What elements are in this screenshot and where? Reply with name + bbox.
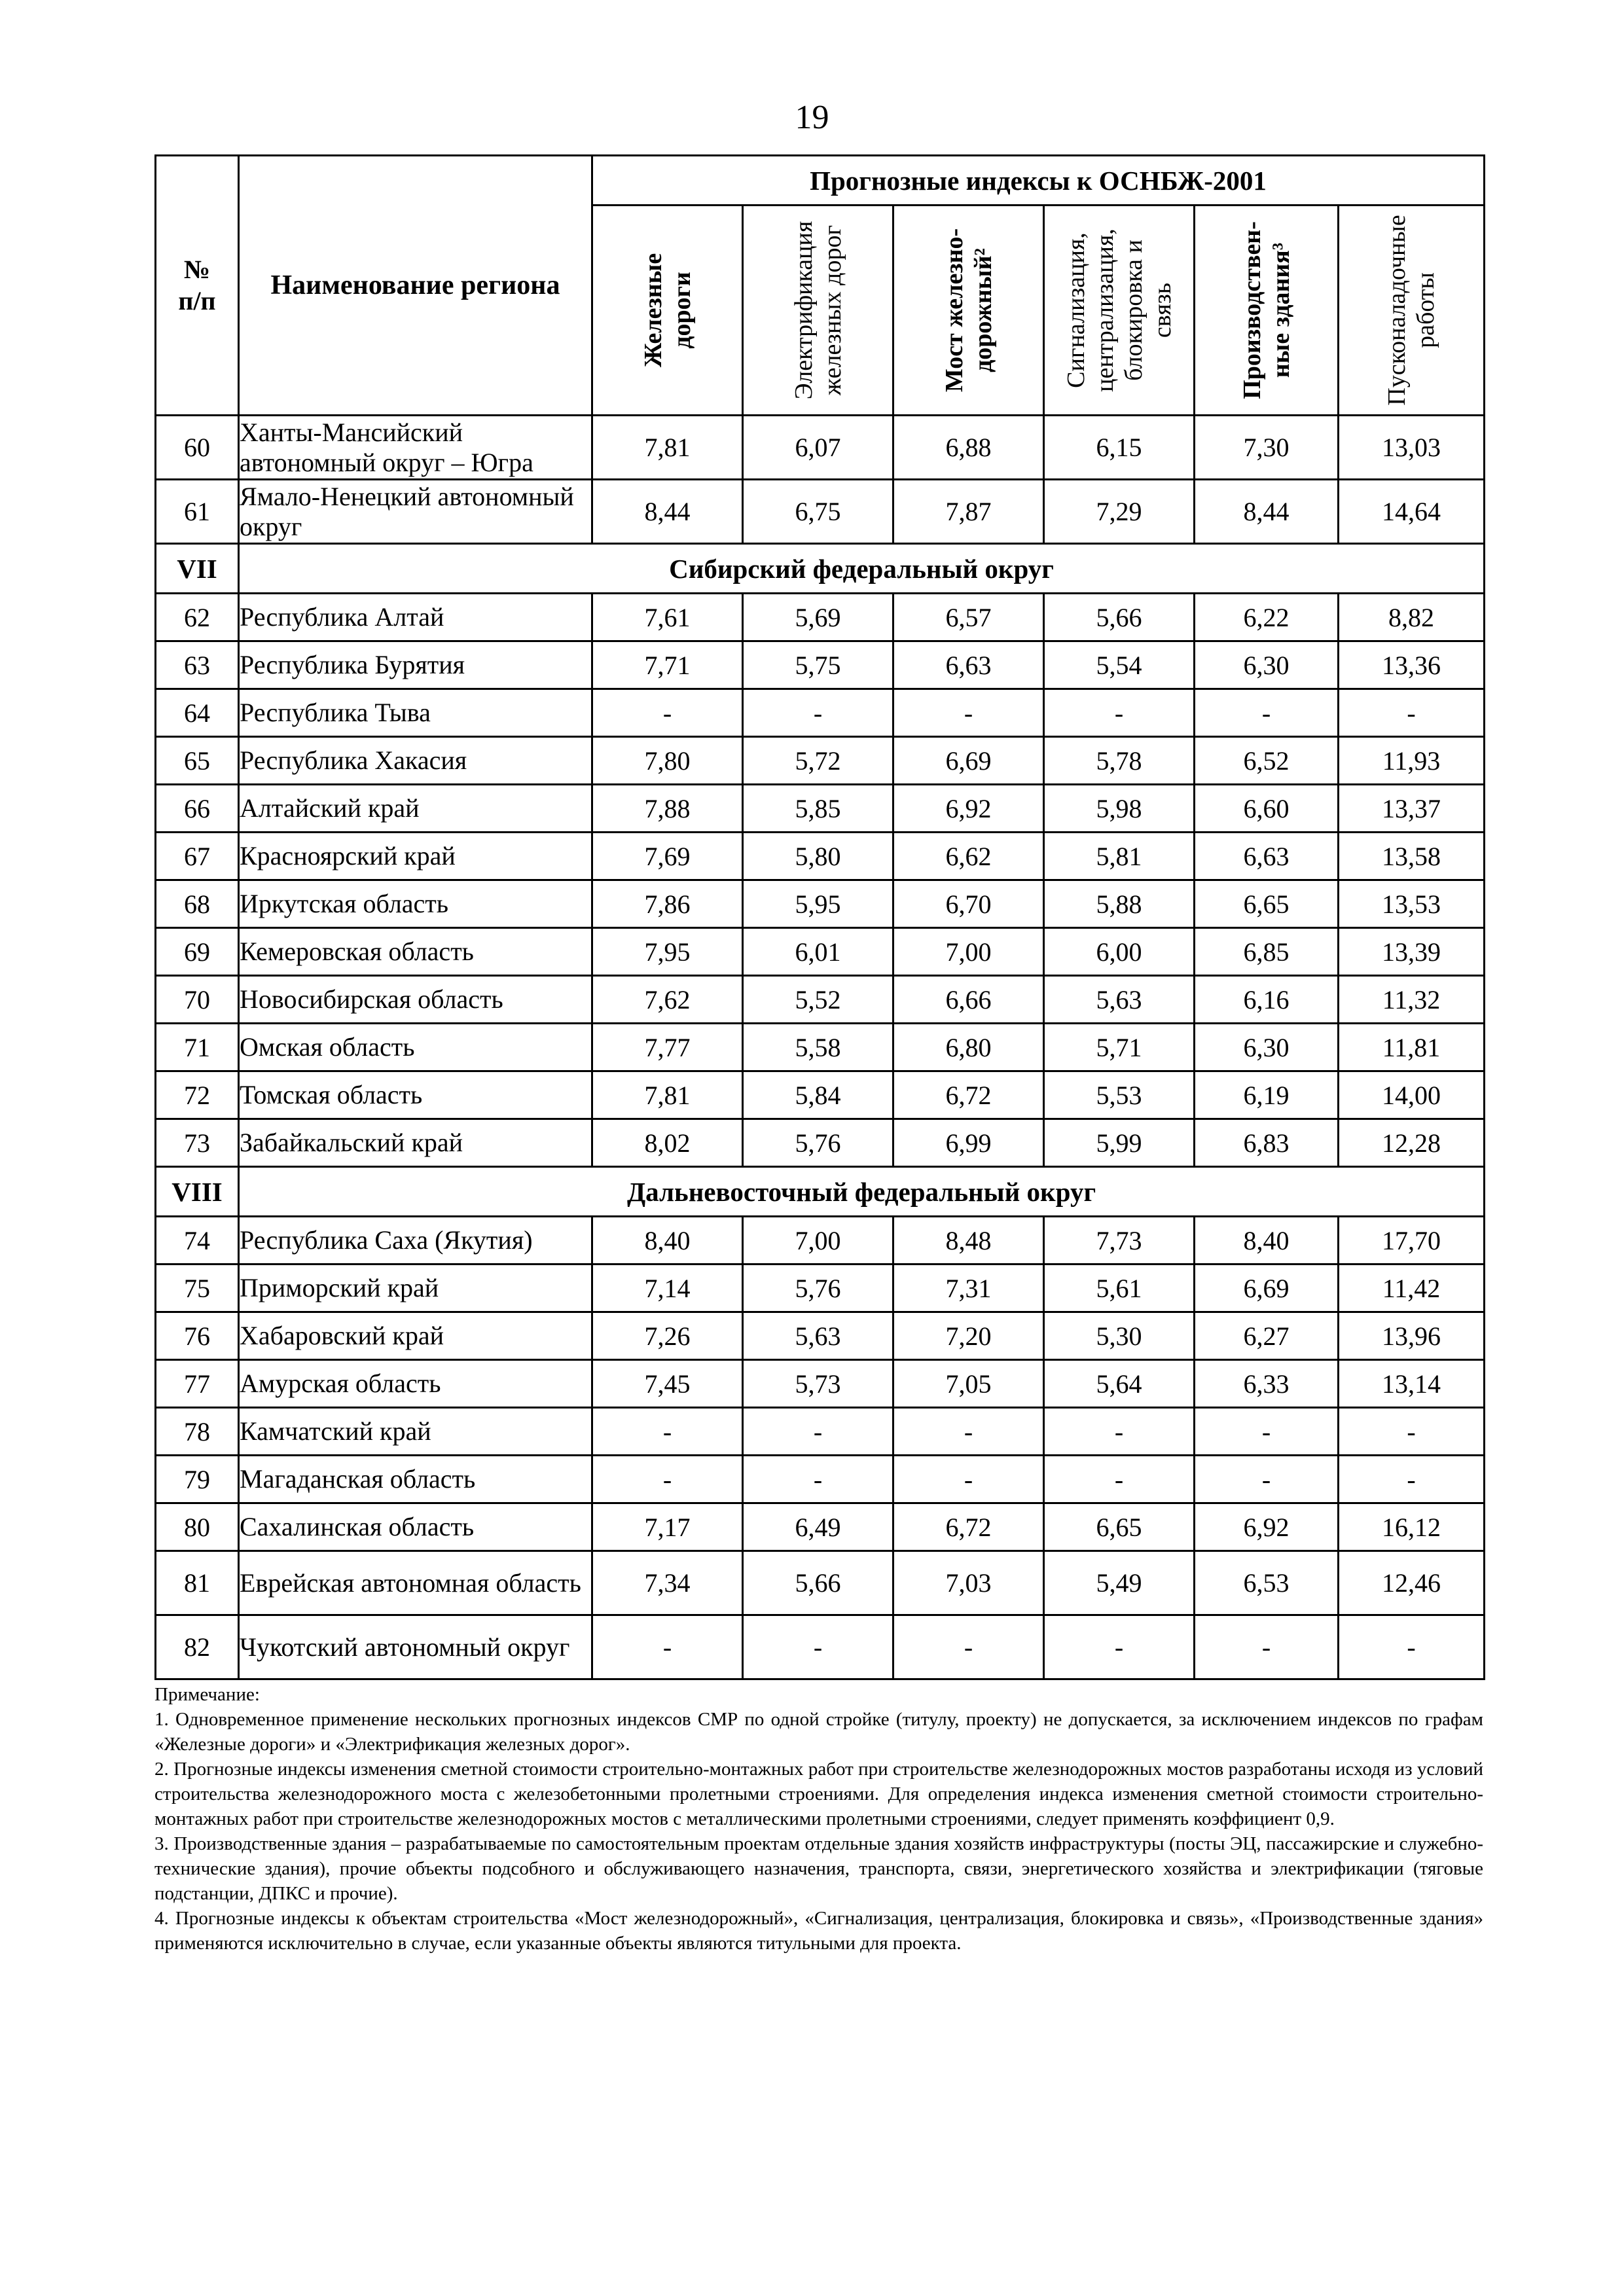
index-value: 6,72 bbox=[893, 1071, 1044, 1119]
index-value: 5,53 bbox=[1044, 1071, 1195, 1119]
index-value: 7,71 bbox=[592, 641, 743, 689]
region-name: Томская область bbox=[239, 1071, 592, 1119]
index-value: 6,92 bbox=[893, 785, 1044, 833]
row-number: 71 bbox=[156, 1024, 239, 1071]
index-value: 8,02 bbox=[592, 1119, 743, 1167]
column-header-label: Электрификация железных дорог bbox=[789, 221, 846, 400]
index-value: 7,20 bbox=[893, 1312, 1044, 1360]
index-value: 5,71 bbox=[1044, 1024, 1195, 1071]
index-value: 6,63 bbox=[893, 641, 1044, 689]
index-value: - bbox=[1339, 1408, 1485, 1456]
index-value: 7,73 bbox=[1044, 1217, 1195, 1265]
index-value: 5,52 bbox=[743, 976, 893, 1024]
index-value: 5,69 bbox=[743, 594, 893, 641]
index-value: 5,75 bbox=[743, 641, 893, 689]
index-value: 6,92 bbox=[1195, 1503, 1339, 1551]
region-name: Приморский край bbox=[239, 1265, 592, 1312]
row-number: 70 bbox=[156, 976, 239, 1024]
row-number: 76 bbox=[156, 1312, 239, 1360]
table-row bbox=[156, 976, 1485, 1024]
index-value: 7,29 bbox=[1044, 480, 1195, 544]
table-row bbox=[156, 1217, 1485, 1265]
section-title: Сибирский федеральный округ bbox=[239, 544, 1485, 594]
index-value: 13,14 bbox=[1339, 1360, 1485, 1408]
index-value: 7,26 bbox=[592, 1312, 743, 1360]
index-value: 7,62 bbox=[592, 976, 743, 1024]
index-value: 6,07 bbox=[743, 416, 893, 480]
region-name: Республика Саха (Якутия) bbox=[239, 1217, 592, 1265]
index-value: - bbox=[592, 1408, 743, 1456]
region-name: Иркутская область bbox=[239, 880, 592, 928]
index-value: 5,30 bbox=[1044, 1312, 1195, 1360]
table-row bbox=[156, 1551, 1485, 1615]
table-row bbox=[156, 1119, 1485, 1167]
table-row bbox=[156, 880, 1485, 928]
index-value: 6,65 bbox=[1044, 1503, 1195, 1551]
index-value: - bbox=[1044, 1456, 1195, 1503]
table-row bbox=[156, 1456, 1485, 1503]
region-name: Красноярский край bbox=[239, 833, 592, 880]
index-value: 6,69 bbox=[1195, 1265, 1339, 1312]
index-value: 6,57 bbox=[893, 594, 1044, 641]
index-value: 13,03 bbox=[1339, 416, 1485, 480]
index-value: 11,42 bbox=[1339, 1265, 1485, 1312]
index-value: 5,76 bbox=[743, 1265, 893, 1312]
table-row bbox=[156, 480, 1485, 544]
index-value: 8,40 bbox=[592, 1217, 743, 1265]
region-name: Камчатский край bbox=[239, 1408, 592, 1456]
row-number: 80 bbox=[156, 1503, 239, 1551]
index-value: - bbox=[743, 1615, 893, 1679]
index-value: - bbox=[1339, 689, 1485, 737]
table-row bbox=[156, 1312, 1485, 1360]
table-row bbox=[156, 1408, 1485, 1456]
index-value: 6,75 bbox=[743, 480, 893, 544]
row-number: 63 bbox=[156, 641, 239, 689]
column-header-label: Производствен-ные здания³ bbox=[1238, 221, 1295, 399]
index-value: 7,34 bbox=[592, 1551, 743, 1615]
index-value: - bbox=[893, 1408, 1044, 1456]
region-name: Новосибирская область bbox=[239, 976, 592, 1024]
row-number: 81 bbox=[156, 1551, 239, 1615]
index-value: - bbox=[592, 689, 743, 737]
column-header-number bbox=[156, 156, 239, 416]
row-number: 60 bbox=[156, 416, 239, 480]
index-value: 6,99 bbox=[893, 1119, 1044, 1167]
column-header-3 bbox=[893, 206, 1044, 416]
index-value: 6,33 bbox=[1195, 1360, 1339, 1408]
index-value: 13,96 bbox=[1339, 1312, 1485, 1360]
group-header-forecast-indices: Прогнозные индексы к ОСНБЖ-2001 bbox=[592, 156, 1485, 206]
index-value: 5,98 bbox=[1044, 785, 1195, 833]
row-number: 65 bbox=[156, 737, 239, 785]
index-value: 6,69 bbox=[893, 737, 1044, 785]
section-row bbox=[156, 544, 1485, 594]
column-header-1 bbox=[592, 206, 743, 416]
table-row bbox=[156, 416, 1485, 480]
column-header-label: Мост железно-дорожный² bbox=[940, 228, 997, 393]
index-value: 6,62 bbox=[893, 833, 1044, 880]
index-value: 5,80 bbox=[743, 833, 893, 880]
index-value: 6,88 bbox=[893, 416, 1044, 480]
index-value: - bbox=[1195, 1456, 1339, 1503]
notes-title: Примечание: bbox=[154, 1684, 260, 1705]
index-value: 6,15 bbox=[1044, 416, 1195, 480]
section-title: Дальневосточный федеральный округ bbox=[239, 1167, 1485, 1217]
note-1: 1. Одновременное применение нескольких прогнозных индексов СМР по одной стройке (титулу, проекту) не допускается, за исключением индексов по графам «Железные дороги» и «Электрификация железных дорог». bbox=[154, 1709, 1483, 1755]
table-row bbox=[156, 1024, 1485, 1071]
index-value: 5,63 bbox=[1044, 976, 1195, 1024]
region-name: Республика Тыва bbox=[239, 689, 592, 737]
index-value: 6,52 bbox=[1195, 737, 1339, 785]
index-value: 13,36 bbox=[1339, 641, 1485, 689]
index-value: 6,63 bbox=[1195, 833, 1339, 880]
index-value: - bbox=[893, 1615, 1044, 1679]
table-row bbox=[156, 1265, 1485, 1312]
row-number: 72 bbox=[156, 1071, 239, 1119]
region-name: Кемеровская область bbox=[239, 928, 592, 976]
table-row bbox=[156, 1071, 1485, 1119]
row-number: 77 bbox=[156, 1360, 239, 1408]
region-name: Сахалинская область bbox=[239, 1503, 592, 1551]
table-row bbox=[156, 594, 1485, 641]
note-3: 3. Производственные здания – разрабатываемые по самостоятельным проектам отдельные здания хозяйств инфраструктуры (посты ЭЦ, пассажирские и служебно-технические здания), прочие объекты подсобного и обслуживающего назначения, транспорта, связи, энергетического хозяйства и электрификации (тяговые подстанции, ДПКС и прочие). bbox=[154, 1833, 1483, 1904]
section-row bbox=[156, 1167, 1485, 1217]
index-value: 14,00 bbox=[1339, 1071, 1485, 1119]
region-name: Алтайский край bbox=[239, 785, 592, 833]
row-number: 82 bbox=[156, 1615, 239, 1679]
index-value: 7,14 bbox=[592, 1265, 743, 1312]
index-value: 5,49 bbox=[1044, 1551, 1195, 1615]
column-header-5 bbox=[1195, 206, 1339, 416]
region-name: Амурская область bbox=[239, 1360, 592, 1408]
index-value: - bbox=[743, 689, 893, 737]
index-value: 5,61 bbox=[1044, 1265, 1195, 1312]
index-value: - bbox=[1195, 1408, 1339, 1456]
index-value: 11,32 bbox=[1339, 976, 1485, 1024]
index-value: 6,83 bbox=[1195, 1119, 1339, 1167]
index-value: 7,05 bbox=[893, 1360, 1044, 1408]
index-value: 6,01 bbox=[743, 928, 893, 976]
index-value: - bbox=[1339, 1456, 1485, 1503]
index-value: 5,88 bbox=[1044, 880, 1195, 928]
row-number: 73 bbox=[156, 1119, 239, 1167]
index-value: - bbox=[893, 1456, 1044, 1503]
index-value: - bbox=[592, 1456, 743, 1503]
region-name: Ханты-Мансийский автономный округ – Югра bbox=[239, 416, 592, 480]
index-value: 13,39 bbox=[1339, 928, 1485, 976]
region-name: Магаданская область bbox=[239, 1456, 592, 1503]
index-value: 7,03 bbox=[893, 1551, 1044, 1615]
region-name: Чукотский автономный округ bbox=[239, 1615, 592, 1679]
index-value: 6,65 bbox=[1195, 880, 1339, 928]
index-value: 5,78 bbox=[1044, 737, 1195, 785]
region-name: Омская область bbox=[239, 1024, 592, 1071]
index-value: 6,30 bbox=[1195, 641, 1339, 689]
row-number: 68 bbox=[156, 880, 239, 928]
index-value: - bbox=[1044, 1615, 1195, 1679]
index-value: 7,95 bbox=[592, 928, 743, 976]
index-value: 6,60 bbox=[1195, 785, 1339, 833]
index-value: 5,99 bbox=[1044, 1119, 1195, 1167]
index-value: 7,31 bbox=[893, 1265, 1044, 1312]
region-name: Хабаровский край bbox=[239, 1312, 592, 1360]
index-value: 7,81 bbox=[592, 1071, 743, 1119]
index-value: - bbox=[743, 1408, 893, 1456]
index-value: 6,22 bbox=[1195, 594, 1339, 641]
index-value: - bbox=[893, 689, 1044, 737]
index-value: 11,93 bbox=[1339, 737, 1485, 785]
index-table bbox=[154, 154, 1485, 1680]
table-row bbox=[156, 641, 1485, 689]
row-number: 78 bbox=[156, 1408, 239, 1456]
section-number: VII bbox=[156, 544, 239, 594]
index-value: 5,64 bbox=[1044, 1360, 1195, 1408]
index-value: 7,69 bbox=[592, 833, 743, 880]
column-header-label: Пусконаладочные работы bbox=[1383, 215, 1439, 406]
index-value: 6,00 bbox=[1044, 928, 1195, 976]
index-value: - bbox=[743, 1456, 893, 1503]
row-number: 62 bbox=[156, 594, 239, 641]
table-row bbox=[156, 737, 1485, 785]
note-2: 2. Прогнозные индексы изменения сметной стоимости строительно-монтажных работ при строительстве железнодорожных мостов разработаны исходя из условий строительства железнодорожного моста с железобетонными пролетными строениями. Для определения индекса изменения сметной стоимости строительно-монтажных работ при строительстве железнодорожных мостов с металлическими пролетными строениями, следует применять коэффициент 0,9. bbox=[154, 1759, 1483, 1829]
index-value: - bbox=[1044, 689, 1195, 737]
index-value: 13,37 bbox=[1339, 785, 1485, 833]
column-header-label: Железные дороги bbox=[639, 253, 696, 368]
row-number: 64 bbox=[156, 689, 239, 737]
row-number: 67 bbox=[156, 833, 239, 880]
index-value: 5,76 bbox=[743, 1119, 893, 1167]
index-value: 5,66 bbox=[743, 1551, 893, 1615]
section-number: VIII bbox=[156, 1167, 239, 1217]
index-value: 5,81 bbox=[1044, 833, 1195, 880]
column-header-4 bbox=[1044, 206, 1195, 416]
index-value: 5,95 bbox=[743, 880, 893, 928]
index-value: - bbox=[1195, 689, 1339, 737]
index-value: - bbox=[1195, 1615, 1339, 1679]
index-value: 8,44 bbox=[1195, 480, 1339, 544]
table-row bbox=[156, 1503, 1485, 1551]
row-number: 66 bbox=[156, 785, 239, 833]
index-value: 6,66 bbox=[893, 976, 1044, 1024]
region-name: Еврейская автономная область bbox=[239, 1551, 592, 1615]
row-number: 79 bbox=[156, 1456, 239, 1503]
table-row bbox=[156, 928, 1485, 976]
region-name: Забайкальский край bbox=[239, 1119, 592, 1167]
index-value: 7,17 bbox=[592, 1503, 743, 1551]
region-name: Республика Хакасия bbox=[239, 737, 592, 785]
row-number: 61 bbox=[156, 480, 239, 544]
index-value: 6,70 bbox=[893, 880, 1044, 928]
row-number: 74 bbox=[156, 1217, 239, 1265]
column-header-label: Сигнализация, централизация, блокировка и связь bbox=[1062, 228, 1176, 392]
column-header-2 bbox=[743, 206, 893, 416]
table-row bbox=[156, 689, 1485, 737]
row-number: 75 bbox=[156, 1265, 239, 1312]
index-value: 16,12 bbox=[1339, 1503, 1485, 1551]
index-value: 6,53 bbox=[1195, 1551, 1339, 1615]
index-value: 7,80 bbox=[592, 737, 743, 785]
index-value: 6,27 bbox=[1195, 1312, 1339, 1360]
index-value: 5,72 bbox=[743, 737, 893, 785]
index-value: 5,84 bbox=[743, 1071, 893, 1119]
index-value: 6,16 bbox=[1195, 976, 1339, 1024]
index-value: 14,64 bbox=[1339, 480, 1485, 544]
index-value: 7,61 bbox=[592, 594, 743, 641]
index-value: 7,87 bbox=[893, 480, 1044, 544]
column-header-6 bbox=[1339, 206, 1485, 416]
index-value: 5,58 bbox=[743, 1024, 893, 1071]
index-value: 7,86 bbox=[592, 880, 743, 928]
index-value: 7,77 bbox=[592, 1024, 743, 1071]
index-value: 6,49 bbox=[743, 1503, 893, 1551]
region-name: Республика Алтай bbox=[239, 594, 592, 641]
index-value: - bbox=[1339, 1615, 1485, 1679]
table-row bbox=[156, 1360, 1485, 1408]
index-value: 5,66 bbox=[1044, 594, 1195, 641]
index-value: 8,82 bbox=[1339, 594, 1485, 641]
index-value: 5,54 bbox=[1044, 641, 1195, 689]
index-value: 7,81 bbox=[592, 416, 743, 480]
index-value: 7,30 bbox=[1195, 416, 1339, 480]
column-header-number-line1: № bbox=[183, 255, 211, 284]
region-name: Ямало-Ненецкий автономный округ bbox=[239, 480, 592, 544]
index-value: 17,70 bbox=[1339, 1217, 1485, 1265]
table-row bbox=[156, 833, 1485, 880]
index-value: 7,00 bbox=[743, 1217, 893, 1265]
notes bbox=[154, 1682, 1483, 1956]
index-value: 5,73 bbox=[743, 1360, 893, 1408]
table-row bbox=[156, 785, 1485, 833]
index-value: 5,85 bbox=[743, 785, 893, 833]
index-value: 7,00 bbox=[893, 928, 1044, 976]
region-name: Республика Бурятия bbox=[239, 641, 592, 689]
table-row bbox=[156, 1615, 1485, 1679]
index-value: 6,72 bbox=[893, 1503, 1044, 1551]
index-value: 13,53 bbox=[1339, 880, 1485, 928]
column-header-number-line2: п/п bbox=[178, 286, 216, 315]
index-value: - bbox=[1044, 1408, 1195, 1456]
index-value: 6,30 bbox=[1195, 1024, 1339, 1071]
note-4: 4. Прогнозные индексы к объектам строительства «Мост железнодорожный», «Сигнализация, централизация, блокировка и связь», «Производственные здания» применяются исключительно в случае, если указанные объекты являются титульными для проекта. bbox=[154, 1908, 1483, 1954]
index-value: 6,19 bbox=[1195, 1071, 1339, 1119]
index-value: 8,40 bbox=[1195, 1217, 1339, 1265]
column-header-region: Наименование региона bbox=[239, 156, 592, 416]
index-value: - bbox=[592, 1615, 743, 1679]
index-value: 5,63 bbox=[743, 1312, 893, 1360]
index-value: 11,81 bbox=[1339, 1024, 1485, 1071]
index-value: 6,85 bbox=[1195, 928, 1339, 976]
index-value: 12,46 bbox=[1339, 1551, 1485, 1615]
index-value: 7,88 bbox=[592, 785, 743, 833]
index-value: 6,80 bbox=[893, 1024, 1044, 1071]
index-value: 13,58 bbox=[1339, 833, 1485, 880]
page-number: 19 bbox=[795, 99, 829, 136]
index-value: 8,48 bbox=[893, 1217, 1044, 1265]
row-number: 69 bbox=[156, 928, 239, 976]
index-value: 12,28 bbox=[1339, 1119, 1485, 1167]
index-value: 8,44 bbox=[592, 480, 743, 544]
index-value: 7,45 bbox=[592, 1360, 743, 1408]
